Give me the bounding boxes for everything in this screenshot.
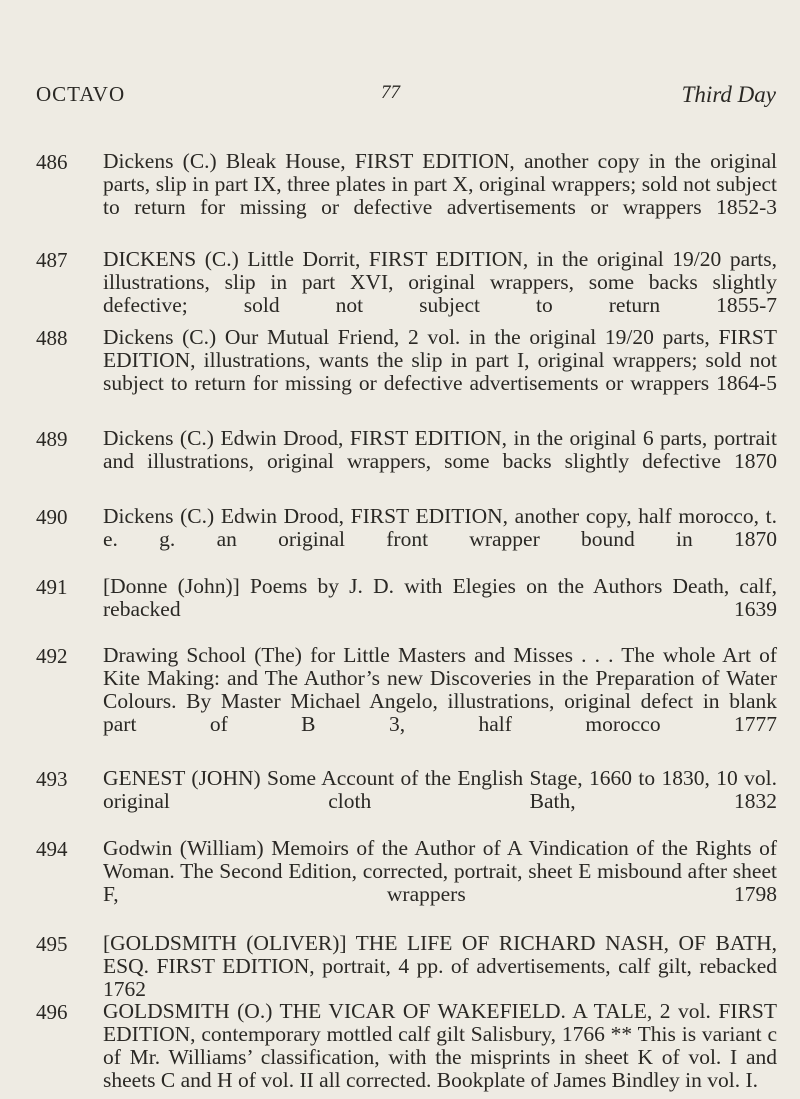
lot-description: [GOLDSMITH (OLIVER)] THE LIFE OF RICHARD NASH, OF BATH, ESQ. FIRST EDITION, portrait, 4 pp. of advertisements, calf gilt, rebacked 1762 [103,931,777,1001]
lot-description: Dickens (C.) Our Mutual Friend, 2 vol. in the original 19/20 parts, FIRST EDITION, illustrations, wants the slip in part I, original wrappers; sold not subject to return for missing or defective advertisements or wrappers 1864-5 [103,325,777,395]
lot-number: 494 [36,837,68,861]
lot-number: 488 [36,326,68,350]
lot-description: Drawing School (The) for Little Masters and Misses . . . The whole Art of Kite Making: and The Author’s new Discoveries in the Preparation of Water Colours. By Master Michael Angelo, illustrations, original defect in blank part of B 3, half morocco 1777 [103,643,777,736]
lot-description: GOLDSMITH (O.) THE VICAR OF WAKEFIELD. A TALE, 2 vol. FIRST EDITION, contemporary mottled calf gilt Salisbury, 1766 ** This is variant c of Mr. Williams’ classification, with the misprints in sheet K of vol. I and sheets C and H of vol. II all corrected. Bookplate of James Bindley in vol. I. [103,999,777,1092]
page-header [36,82,776,112]
lot-description: [Donne (John)] Poems by J. D. with Elegies on the Authors Death, calf, rebacked 1639 [103,574,777,621]
lot-description: Godwin (William) Memoirs of the Author of A Vindication of the Rights of Woman. The Second Edition, corrected, portrait, sheet E misbound after sheet F, wrappers 1798 [103,836,777,906]
lot-number: 495 [36,932,68,956]
lot-number: 492 [36,644,68,668]
lot-description: DICKENS (C.) Little Dorrit, FIRST EDITION, in the original 19/20 parts, illustrations, slip in part XVI, original wrappers, some backs slightly defective; sold not subject to return 1855-7 [103,247,777,317]
lot-description: Dickens (C.) Bleak House, FIRST EDITION, another copy in the original parts, slip in part IX, three plates in part X, original wrappers; sold not subject to return for missing or defective advertisements or wrappers 1852-3 [103,149,777,219]
lot-description: Dickens (C.) Edwin Drood, FIRST EDITION, another copy, half morocco, t. e. g. an original front wrapper bound in 1870 [103,504,777,551]
lot-number: 487 [36,248,68,272]
lot-number: 496 [36,1000,68,1024]
lot-number: 486 [36,150,68,174]
lot-number: 491 [36,575,68,599]
page-number: 77 [381,82,400,103]
lot-description: GENEST (JOHN) Some Account of the English Stage, 1660 to 1830, 10 vol. original cloth Bath, 1832 [103,766,777,813]
section-title: OCTAVO [36,82,126,106]
lot-number: 490 [36,505,68,529]
lot-number: 493 [36,767,68,791]
lot-description: Dickens (C.) Edwin Drood, FIRST EDITION, in the original 6 parts, portrait and illustrations, original wrappers, some backs slightly defective 1870 [103,426,777,473]
lot-number: 489 [36,427,68,451]
sale-day: Third Day [681,82,776,107]
